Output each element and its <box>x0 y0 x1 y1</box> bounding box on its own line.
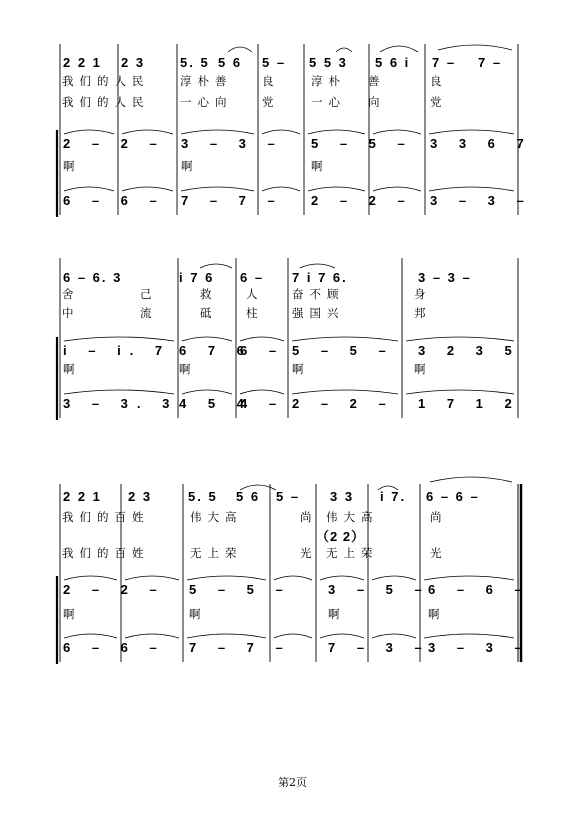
alto-note-group: 5 – 5 – <box>311 136 414 151</box>
melody-note-group: i 7 6 <box>179 270 215 285</box>
lyric-verse-2: 中 <box>62 306 80 320</box>
tie-arc <box>262 187 300 191</box>
melody-note-group: 7 – <box>478 55 503 70</box>
melody-note-group: 2 2 1 <box>63 55 102 70</box>
alto-note-group: 2 – 2 – <box>63 136 166 151</box>
melody-note-group: 5 – <box>262 55 287 70</box>
lyric-verse-1: 伟大高 <box>190 510 243 524</box>
tie-arc <box>240 390 284 394</box>
alto-note-group: 3 2 3 5 <box>418 343 521 358</box>
alto-note-group: 3 – 5 – <box>328 582 431 597</box>
lyric-verse-2: 我们的人民 <box>62 95 150 109</box>
bracket-note: （2 2） <box>316 529 366 544</box>
lyric-verse-2: 党 <box>430 95 448 109</box>
tie-arc <box>429 187 514 191</box>
bass-note-group: 2 – 2 – <box>292 396 395 411</box>
bass-note-group: 6 – 6 – <box>63 640 166 655</box>
lyric-verse-2: 光 <box>430 546 448 560</box>
lyric-verse-1: 尚 <box>430 510 448 524</box>
tie-arc <box>181 130 254 134</box>
melody-note-group: 6 – 6. 3 <box>63 270 123 285</box>
tie-arc <box>274 576 312 580</box>
tie-arc <box>274 634 312 638</box>
bass-note-group: 1 7 1 2 <box>418 396 521 411</box>
tie-arc <box>262 130 300 134</box>
alto-syllable: 啊 <box>63 159 75 173</box>
melody-note-group: 2 3 <box>128 489 153 504</box>
lyric-verse-2: 砥 <box>200 306 218 320</box>
lyric-verse-2: 无上荣 <box>190 546 243 560</box>
melody-note-group: 5 6 <box>218 55 243 70</box>
bass-note-group: 4 5 4 <box>179 396 253 411</box>
slur-arc <box>200 264 232 268</box>
tie-arc <box>125 576 179 580</box>
tie-arc <box>424 634 514 638</box>
melody-note-group: 2 3 <box>121 55 146 70</box>
bass-note-group: 3 – 3 – <box>428 640 531 655</box>
tie-arc <box>187 634 266 638</box>
bass-note-group: 3 – 3 – <box>430 193 533 208</box>
tie-arc <box>125 634 179 638</box>
tie-arc <box>292 390 398 394</box>
tie-arc <box>308 130 365 134</box>
lyric-verse-1: 淳朴善 <box>180 74 233 88</box>
lyric-verse-1: 舍 <box>62 287 80 301</box>
lyric-verse-2: 一心 <box>311 95 346 109</box>
alto-syllable: 啊 <box>179 362 191 376</box>
lyric-verse-1: 己 <box>140 287 158 301</box>
tie-arc <box>372 576 416 580</box>
tie-arc <box>64 390 174 394</box>
bass-note-group: 4 – <box>240 396 286 411</box>
tie-arc <box>320 576 364 580</box>
lyric-verse-1: 奋不顾 <box>292 287 345 301</box>
alto-syllable: 啊 <box>311 159 323 173</box>
tie-arc <box>64 634 117 638</box>
bass-note-group: 7 – 7 – <box>189 640 292 655</box>
bass-note-group: 2 – 2 – <box>311 193 414 208</box>
lyric-verse-2: 柱 <box>246 306 264 320</box>
slur-arc <box>430 477 512 482</box>
tie-arc <box>406 337 514 341</box>
lyric-verse-1: 身 <box>414 287 432 301</box>
alto-note-group: 6 – 6 – <box>428 582 531 597</box>
tie-arc <box>372 634 416 638</box>
slur-arc <box>228 47 252 52</box>
tie-arc <box>64 337 174 341</box>
alto-syllable: 啊 <box>189 607 201 621</box>
alto-syllable: 啊 <box>292 362 304 376</box>
alto-syllable: 啊 <box>328 607 340 621</box>
bass-note-group: 7 – 7 – <box>181 193 284 208</box>
lyric-verse-1: 我们的百姓 <box>62 510 150 524</box>
lyric-verse-1: 我们的人民 <box>62 74 150 88</box>
alto-syllable: 啊 <box>63 362 75 376</box>
tie-arc <box>292 337 398 341</box>
alto-note-group: 6 – <box>240 343 286 358</box>
lyric-verse-1: 尚 <box>300 510 318 524</box>
lyric-verse-2: 向 <box>368 95 386 109</box>
slur-arc <box>300 264 335 268</box>
tie-arc <box>64 130 114 134</box>
melody-note-group: 2 2 1 <box>63 489 102 504</box>
melody-note-group: 5. 5 <box>180 55 210 70</box>
alto-note-group: 3 – 3 – <box>181 136 284 151</box>
lyric-verse-1: 良 <box>430 74 448 88</box>
tie-arc <box>429 130 514 134</box>
melody-note-group: 3 – 3 – <box>418 270 472 285</box>
lyric-verse-1: 伟大高 <box>326 510 379 524</box>
melody-note-group: 5 6 i <box>375 55 411 70</box>
slur-arc <box>438 45 512 50</box>
melody-note-group: i 7. <box>380 489 407 504</box>
slur-arc <box>380 46 418 52</box>
melody-note-group: 5 – <box>276 489 301 504</box>
tie-arc <box>182 337 232 341</box>
melody-note-group: 3 3 <box>330 489 355 504</box>
melody-note-group: 5 6 <box>236 489 261 504</box>
tie-arc <box>122 187 173 191</box>
tie-arc <box>181 187 254 191</box>
lyric-verse-2: 光 <box>300 546 318 560</box>
tie-arc <box>64 187 114 191</box>
melody-note-group: 5. 5 <box>188 489 218 504</box>
tie-arc <box>406 390 514 394</box>
tie-arc <box>373 130 421 134</box>
tie-arc <box>308 187 365 191</box>
lyric-verse-2: 一心向 <box>180 95 233 109</box>
lyric-verse-2: 强国兴 <box>292 306 345 320</box>
lyric-verse-1: 淳朴 <box>311 74 346 88</box>
alto-note-group: 5 – 5 – <box>189 582 292 597</box>
lyric-verse-2: 我们的百姓 <box>62 546 150 560</box>
bass-note-group: 6 – 6 – <box>63 193 166 208</box>
lyric-verse-2: 流 <box>140 306 158 320</box>
lyric-verse-2: 邦 <box>414 306 432 320</box>
bass-note-group: 3 – 3. 3 <box>63 396 179 411</box>
melody-note-group: 6 – <box>240 270 265 285</box>
alto-syllable: 啊 <box>428 607 440 621</box>
lyric-verse-2: 党 <box>262 95 280 109</box>
tie-arc <box>64 576 117 580</box>
tie-arc <box>320 634 364 638</box>
lyric-verse-1: 救 <box>200 287 218 301</box>
bass-note-group: 7 – 3 – <box>328 640 431 655</box>
melody-note-group: 6 – 6 – <box>426 489 480 504</box>
tie-arc <box>424 576 514 580</box>
lyric-verse-1: 良 <box>262 74 280 88</box>
tie-arc <box>182 390 232 394</box>
alto-syllable: 啊 <box>63 607 75 621</box>
page-number: 第2页 <box>278 776 307 789</box>
tie-arc <box>187 576 266 580</box>
melody-note-group: 7 i 7 6. <box>292 270 348 285</box>
alto-syllable: 啊 <box>181 159 193 173</box>
lyric-verse-2: 无上荣 <box>326 546 379 560</box>
melody-note-group: 5 5 3 <box>309 55 348 70</box>
alto-note-group: i – i. 7 <box>63 343 172 358</box>
tie-arc <box>122 130 173 134</box>
melody-note-group: 7 – <box>432 55 457 70</box>
slur-arc <box>336 48 352 52</box>
tie-arc <box>240 337 284 341</box>
alto-note-group: 3 3 6 7 <box>430 136 533 151</box>
tie-arc <box>373 187 421 191</box>
alto-note-group: 6 7 6 <box>179 343 253 358</box>
lyric-verse-1: 人 <box>246 287 264 301</box>
alto-note-group: 2 – 2 – <box>63 582 166 597</box>
alto-note-group: 5 – 5 – <box>292 343 395 358</box>
alto-syllable: 啊 <box>414 362 426 376</box>
lyric-verse-1: 善 <box>368 74 386 88</box>
